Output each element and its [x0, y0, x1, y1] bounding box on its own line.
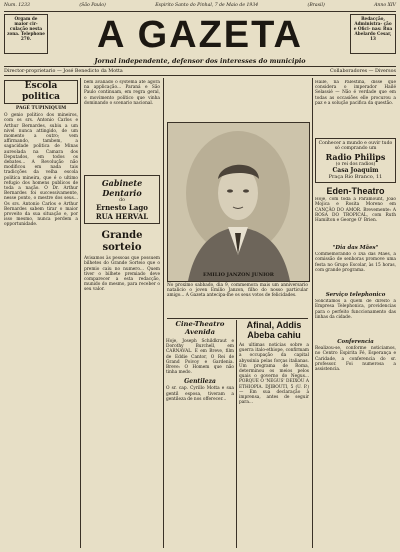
masthead-title: A GAZETA [97, 14, 303, 56]
gentileza-text: O sr. cap. Cyrillo Motta e sua gentil esposa, tiveram a gentileza de nos offerecer... [166, 386, 234, 402]
column-two-lead: bem avaliado o systema até agora na applicação... Paraná e São Paulo continuam, em regra geral, o movimento político que vinha dominando o scenario nacional. [84, 80, 160, 106]
afinal-title: Afinal, Addis Abeba cahiu [246, 320, 302, 340]
dia-das-maes-text: Commemorando o Dia das Mães, a comissão de senhoras promove uma festa no Grupo Escolar, às 15 horas, com grande programa. [315, 252, 396, 273]
escola-politica-text: O genio politico dos mineiros, com os srs. Antonio Carlos e Arthur Bernardes, subiu a um nivel nunca attingido, de um momento a outro; vem affirmando, tambem, a sagacidade politica de Minas aureolada na Camara dos Deputados, em todos os debates... A Revolução não modificou em nada tais tradicções da velha escola politica mineira, que é o ultimo refugio dos homens publicos de toda a nação. O Dr. Arthur Bernardes foi successivamente, nesse ponto, o mestre dos seus... Os srs. Antonio Carlos e Arthur Bernardes sabem tirar o maior proveito da sua situação e, por isso mesmo, nunca perdem a opportunidade. [4, 113, 78, 228]
issue-number: Num. 1233 [4, 3, 30, 8]
circulation-box: Orgam de maior cir- culação nesta zona. Telephone 270. [4, 14, 48, 54]
issue-year: Anno XIV [374, 3, 396, 8]
eden-title: Eden-Theatro [326, 186, 385, 197]
director-name: Director-proprietario — José Benedicto da Motta [4, 68, 123, 74]
portrait-photo [167, 122, 310, 282]
director-line [4, 66, 396, 76]
gabinete-name: Ernesto Lago [96, 203, 148, 213]
radio-ad-lead: Conhecer a mundo e ouvir tudo só comprando um [318, 141, 393, 152]
column-escola-politica [4, 80, 78, 548]
afinal-text: As ultimas noticias sobre a guerra italo-ethiope, confirmam a occupação da capital abyssinia pelas forças italianas. Um programa de Roma, determinou os meios pelos quais o governo do Negus... PORQUE O 'NEGUS' DEIXOU A ETHIOPIA. DJIBOUTI, 5 (U. P.) — Em sua declaração à imprensa, antes de seguir para... [239, 343, 309, 406]
radio-ad-brand: Radio Philips [325, 151, 386, 162]
radio-ad-address: Praça Rio Branco, 11 [328, 174, 383, 181]
gabinete-title: Gabinete Dentario [101, 178, 143, 198]
cine-text: Hoje, Joseph Schildkraut e Dorothy Burchell, em CARNAVAL. E em Breve, film de Eddie Cantor, O Rei de Grand Poivoy e Gardenia. Breve: O Homem que não tinha medo. [166, 339, 234, 376]
column-five-lead: Hailé, na Palestina, disse que considera o imperador Hailé Selassié — Não é verdade que em todas as occasiões elle procurou a paz e a solução pacifica da questão. [315, 80, 396, 106]
issue-country: (Brasil) [307, 3, 325, 8]
issue-date: Espirito Santo do Pinhal, 7 de Maio de 1934 [155, 3, 259, 8]
tagline: Jornal independente, defensor dos interesses do municipio [94, 57, 306, 65]
issue-state: (São Paulo) [79, 3, 106, 8]
column-two [84, 80, 160, 548]
column-five [315, 80, 396, 548]
escola-politica-title: Escola politica [4, 80, 78, 104]
address-box: Redacção, Administra- ção e Ofici- nas: Rua Abelardo Cesar, 13 [350, 14, 396, 54]
issue-line [4, 3, 396, 12]
column-afinal [239, 320, 309, 548]
photo-story: No proximo sabbado, dia 9, commemora mais um anniversario natalicio o joven Emilio Janzon, filho do nosso particular amigo... A Gazeta antecipa-lhe os seus votos de felicidades. [167, 283, 308, 299]
collaborators: Collaboradores — Diversos [329, 68, 396, 74]
gabinete-address: RUA HERVAL [95, 212, 149, 222]
radio-ad-shop: Casa Joaquim [332, 167, 379, 175]
grande-sorteio-text: Avisamos às pessoas que possuem bilhetes do Grande Sorteio que o premio caiu no numero... Quem tiver o bilhete premiado deve comparecer a esta redacção, munido do mesmo, para receber o seu valor. [84, 256, 160, 293]
escola-politica-byline: PAGÉ TUPINIQUIM [15, 106, 67, 111]
eden-text: Hoje, com toda a Paramount, João Mojica e Rosita Moreno em CANÇÃO DO AMOR. Brevemente: A ROSA DO TROPICAL, com Ruth Hamilton e George O' Brien. [315, 197, 396, 224]
conferencia-text: Realizou-se, conforme noticiamos, no Centro Espirita Fé, Esperança e Caridade, a conferencia do sr. professor. Foi numerosa a assistencia. [315, 346, 396, 373]
servico-title: Serviço telephonico [325, 292, 386, 299]
photo-caption: EMILIO JANZON JUNIOR [203, 272, 274, 278]
conferencia-title: Conferencia [337, 339, 374, 346]
dia-das-maes-title: "Dia das Mães" [332, 245, 379, 252]
gabinete-dentario-ad [84, 175, 160, 224]
servico-text: Solicitamos a quem de direito a Empresa Telephonica, providencias para o perfeito funccionamento das linhas da cidade. [315, 299, 396, 320]
column-cine [166, 320, 234, 548]
grande-sorteio-title: Grande sorteio [101, 230, 143, 254]
gabinete-sub: do [119, 198, 125, 203]
radio-philips-ad [315, 138, 396, 183]
cine-title: Cine-Theatro Avenida [175, 320, 225, 336]
gentileza-title: Gentileza [184, 378, 216, 386]
radio-ad-sub: (o rei dos radios) [335, 161, 376, 167]
portrait-image [168, 123, 309, 281]
